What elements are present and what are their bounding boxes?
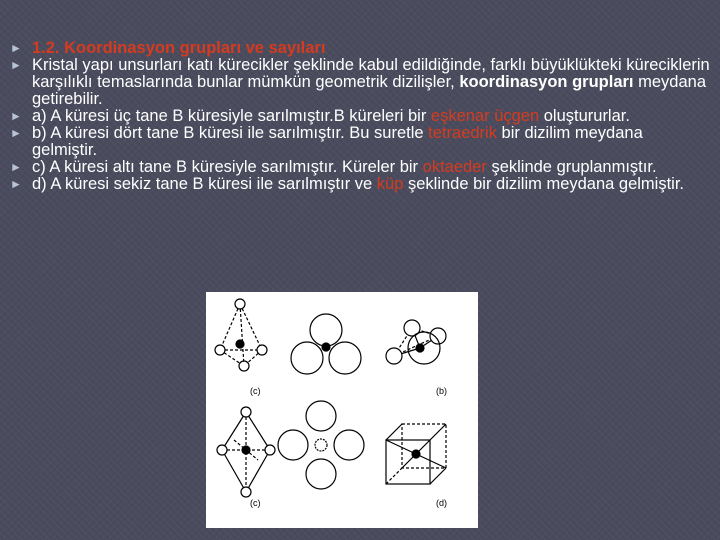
bullet-a <box>10 108 710 125</box>
triangle-right-icon: ► <box>10 160 22 174</box>
triangle-right-icon: ► <box>10 58 22 72</box>
bullet-text <box>32 108 710 125</box>
section-heading: 1.2. Koordinasyon grupları ve sayıları <box>32 39 326 57</box>
panel-octa-packing <box>278 401 364 489</box>
panel-tetra-packing <box>291 314 361 374</box>
bullet-a-text-1: a) A küresi üç tane B küresiyle sarılmıştır.B küreleri bir <box>32 107 431 125</box>
coordination-diagram <box>206 292 478 528</box>
figure-label: (c) <box>250 498 261 508</box>
bullet-d-highlight: küp <box>376 175 404 193</box>
panel-tetra-model <box>215 299 267 371</box>
triangle-right-icon: ► <box>10 41 22 55</box>
bullet-text <box>32 125 710 159</box>
figure-label: (d) <box>436 498 447 508</box>
bullet-heading <box>10 40 710 57</box>
coordination-figure <box>206 292 478 528</box>
bullet-text <box>32 159 710 176</box>
intro-text-2: meydana getirebilir. <box>32 73 706 108</box>
bullet-b-highlight: tetraedrik <box>428 124 497 142</box>
bullet-c-text-1: c) A küresi altı tane B küresiyle sarılmıştır. Küreler bir <box>32 158 423 176</box>
intro-bold-term: koordinasyon grupları <box>459 73 634 91</box>
bullet-c <box>10 159 710 176</box>
triangle-right-icon: ► <box>10 126 22 140</box>
bullet-a-text-2: oluştururlar. <box>539 107 630 125</box>
bullet-d <box>10 176 710 193</box>
slide-content <box>10 40 710 193</box>
figure-label: (c) <box>250 386 261 396</box>
bullet-intro <box>10 57 710 108</box>
bullet-text <box>32 176 710 193</box>
figure-label: (b) <box>436 386 447 396</box>
triangle-right-icon: ► <box>10 177 22 191</box>
bullet-a-highlight: eşkenar üçgen <box>430 107 540 125</box>
panel-cube-model <box>386 424 446 484</box>
bullet-d-text-2: şeklinde bir dizilim meydana gelmiştir. <box>403 175 685 193</box>
bullet-d-text-1: d) A küresi sekiz tane B küresi ile sarılmıştır ve <box>32 175 377 193</box>
bullet-b <box>10 125 710 159</box>
intro-text-1: Kristal yapı unsurları katı kürecikler şeklinde kabul edildiğinde, farklı büyüklükteki küreciklerin karşılıklı temaslarında bunlar mümkün geometrik dizilişler, <box>32 56 710 91</box>
triangle-right-icon: ► <box>10 109 22 123</box>
bullet-b-text-2: bir dizilim meydana gelmiştir. <box>32 124 643 159</box>
bullet-c-highlight: oktaeder <box>422 158 487 176</box>
bullet-b-text-1: b) A küresi dört tane B küresi ile sarılmıştır. Bu suretle <box>32 124 429 142</box>
bullet-c-text-2: şeklinde gruplanmıştır. <box>486 158 657 176</box>
panel-cube-packing <box>454 408 478 436</box>
panel-octa-model <box>217 407 275 497</box>
bullet-text <box>32 57 710 108</box>
